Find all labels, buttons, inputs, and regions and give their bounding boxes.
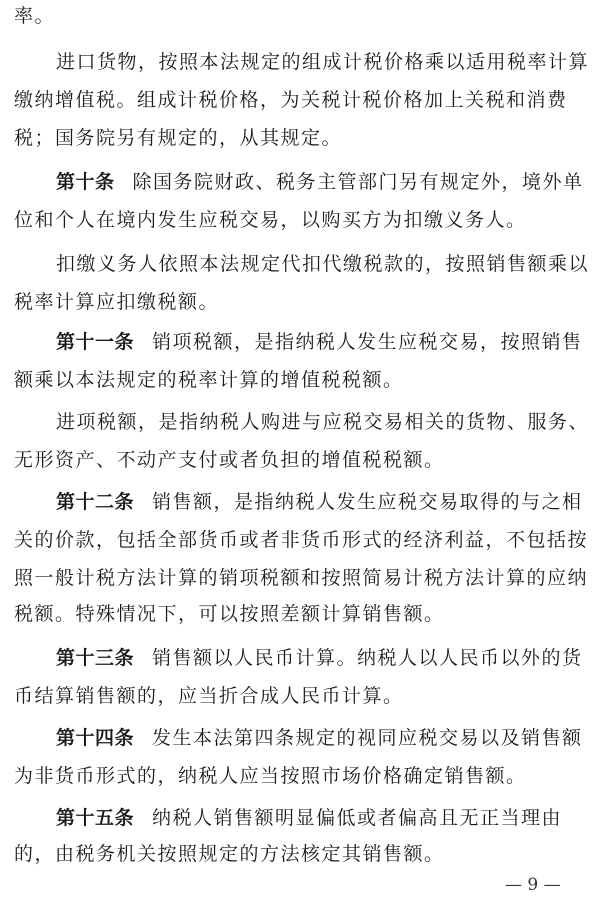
text-line: 为非货币形式的，纳税人应当按照市场价格确定销售额。 xyxy=(14,765,527,787)
article-number: 第十一条 xyxy=(56,331,135,353)
article-text: 销售额以人民币计算。纳税人以人民币以外的货 xyxy=(152,647,583,669)
text-line: 税；国务院另有规定的，从其规定。 xyxy=(14,127,343,149)
text-line: 税额。特殊情况下，可以按照差额计算销售额。 xyxy=(14,603,445,625)
text-line: 位和个人在境内发生应税交易，以购买方为扣缴义务人。 xyxy=(14,209,527,231)
article-number: 第十条 xyxy=(56,171,115,193)
text-line: 税率计算应扣缴税额。 xyxy=(14,291,220,313)
article-text: 发生本法第四条规定的视同应税交易以及销售额 xyxy=(152,727,583,749)
text-line: 扣缴义务人依照本法规定代扣代缴税款的，按照销售额乘以 xyxy=(56,253,590,275)
article-text: 销项税额，是指纳税人发生应税交易，按照销售 xyxy=(152,331,583,353)
text-line: 进项税额，是指纳税人购进与应税交易相关的货物、服务、 xyxy=(56,411,590,433)
text-line: 缴纳增值税。组成计税价格，为关税计税价格加上关税和消费 xyxy=(14,89,568,111)
page-number: — 9 — xyxy=(505,875,561,895)
article-text: 除国务院财政、税务主管部门另有规定外，境外单 xyxy=(132,171,584,193)
article-14-line xyxy=(56,726,604,750)
article-text: 销售额，是指纳税人发生应税交易取得的与之相 xyxy=(152,491,583,513)
text-line: 币结算销售额的，应当折合成人民币计算。 xyxy=(14,685,404,707)
article-10-line xyxy=(56,170,604,194)
article-number: 第十三条 xyxy=(56,647,135,669)
article-13-line xyxy=(56,646,604,670)
text-line: 的，由税务机关按照规定的方法核定其销售额。 xyxy=(14,843,445,865)
text-line: 无形资产、不动产支付或者负担的增值税税额。 xyxy=(14,449,445,471)
text-line: 照一般计税方法计算的销项税额和按照简易计税方法计算的应纳 xyxy=(14,567,589,589)
article-11-line xyxy=(56,330,604,354)
article-15-line xyxy=(56,806,604,830)
article-number: 第十二条 xyxy=(56,491,135,513)
article-number: 第十五条 xyxy=(56,807,135,829)
text-line: 率。 xyxy=(14,5,56,27)
text-line: 额乘以本法规定的税率计算的增值税税额。 xyxy=(14,369,404,391)
article-text: 纳税人销售额明显偏低或者偏高且无正当理由 xyxy=(152,807,563,829)
text-line: 关的价款，包括全部货币或者非货币形式的经济利益，不包括按 xyxy=(14,529,589,551)
text-line: 进口货物，按照本法规定的组成计税价格乘以适用税率计算 xyxy=(56,51,590,73)
article-12-line xyxy=(56,490,604,514)
article-number: 第十四条 xyxy=(56,727,135,749)
